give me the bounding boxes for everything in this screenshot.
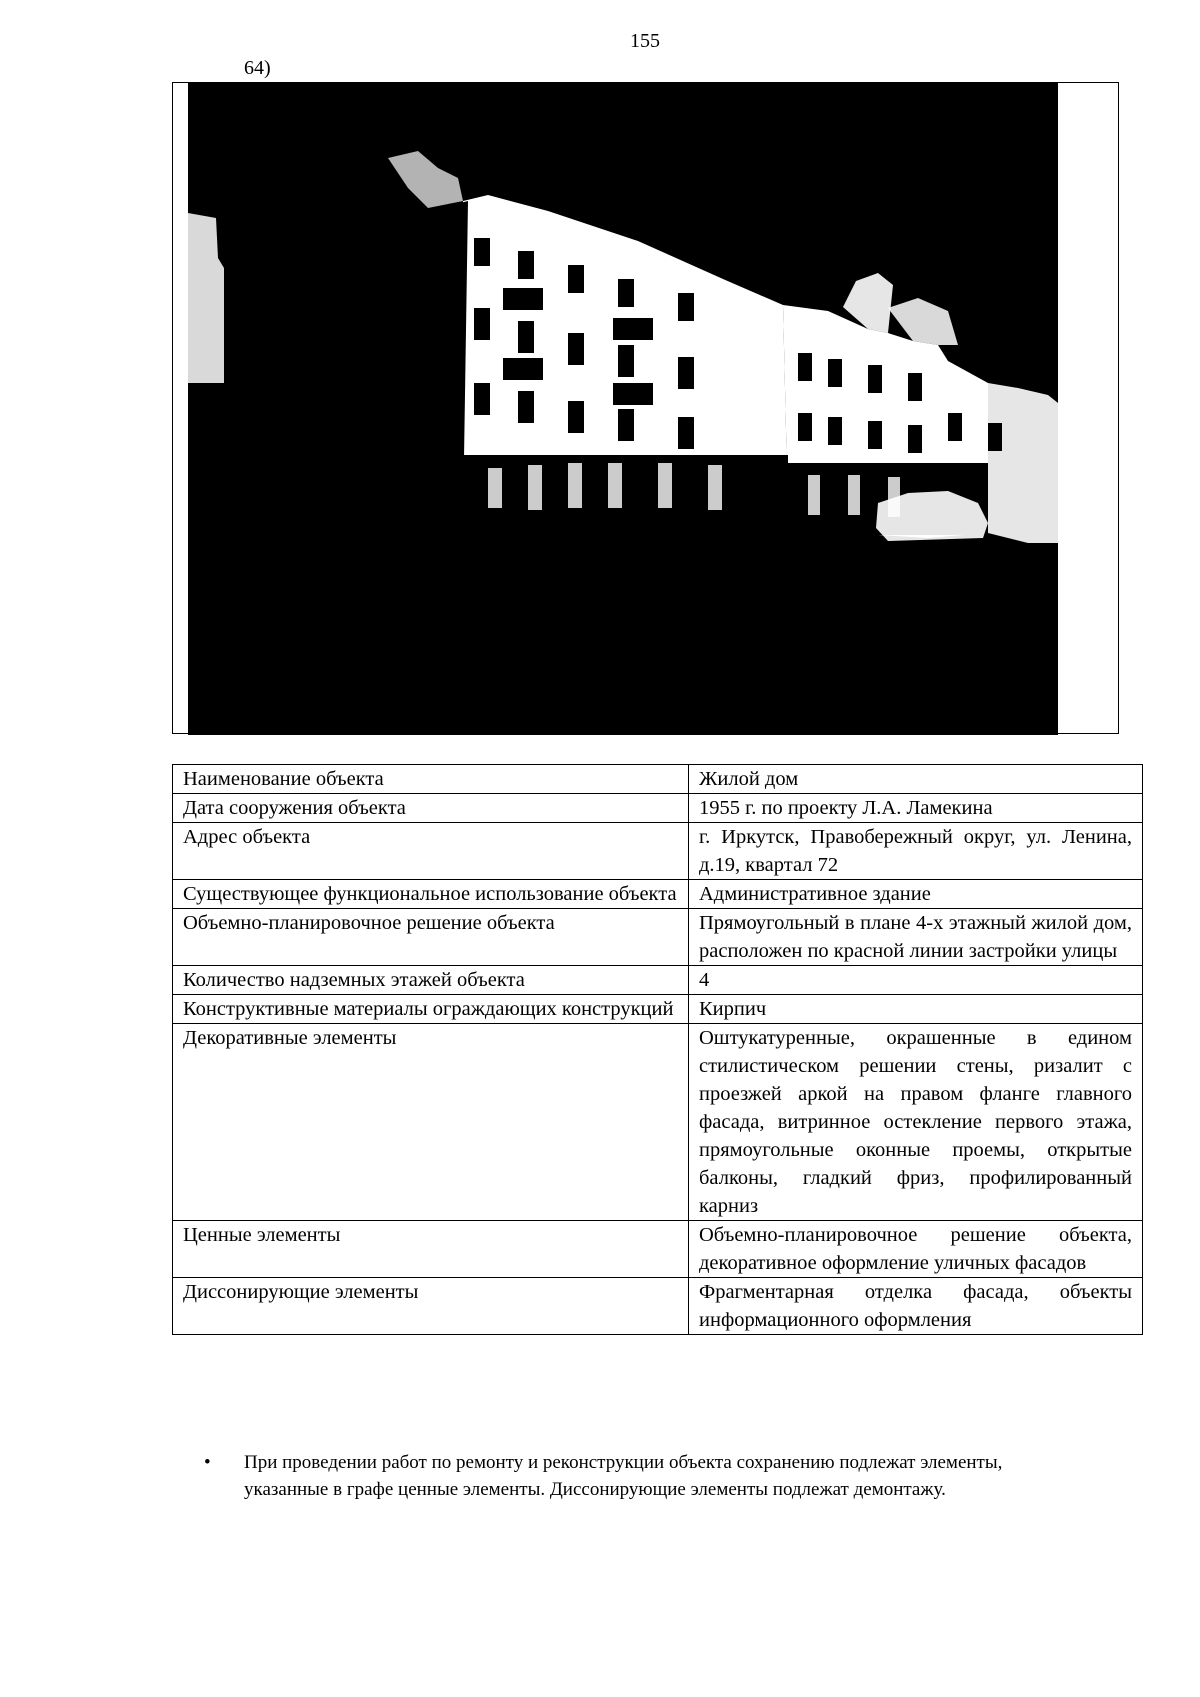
table-row	[173, 995, 1143, 1024]
table-row	[173, 1024, 1143, 1221]
photo-frame	[172, 82, 1119, 734]
row-label: Декоративные элементы	[173, 1024, 689, 1221]
table-row	[173, 1278, 1143, 1335]
table-row	[173, 794, 1143, 823]
row-label: Адрес объекта	[173, 823, 689, 880]
row-value: Фрагментарная отделка фасада, объекты информационного оформления	[689, 1278, 1143, 1335]
row-label: Существующее функциональное использование объекта	[173, 880, 689, 909]
object-number: 64)	[244, 57, 271, 79]
row-value: 1955 г. по проекту Л.А. Ламекина	[689, 794, 1143, 823]
row-value: Административное здание	[689, 880, 1143, 909]
table-row	[173, 765, 1143, 794]
row-label: Дата сооружения объекта	[173, 794, 689, 823]
row-value: Прямоугольный в плане 4-х этажный жилой дом, расположен по красной линии застройки улицы	[689, 909, 1143, 966]
note-text: При проведении работ по ремонту и реконструкции объекта сохранению подлежат элементы, указанные в графе ценные элементы. Диссонирующие элементы подлежат демонтажу.	[244, 1452, 1003, 1500]
row-label: Наименование объекта	[173, 765, 689, 794]
row-value: Оштукатуренные, окрашенные в едином стилистическом решении стены, ризалит с проезжей аркой на правом фланге главного фасада, витринное остекление первого этажа, прямоугольные оконные проемы, открытые балконы, гладкий фриз, профилированный карниз	[689, 1024, 1143, 1221]
bullet-marker: •	[204, 1452, 211, 1473]
table-row	[173, 909, 1143, 966]
table-row	[173, 1221, 1143, 1278]
building-photo	[188, 83, 1058, 735]
table-row	[173, 966, 1143, 995]
row-label: Количество надземных этажей объекта	[173, 966, 689, 995]
row-label: Ценные элементы	[173, 1221, 689, 1278]
row-value: 4	[689, 966, 1143, 995]
object-info-table	[172, 764, 1143, 1335]
row-value: Кирпич	[689, 995, 1143, 1024]
row-label: Диссонирующие элементы	[173, 1278, 689, 1335]
page-number: 155	[630, 30, 660, 52]
row-value: Объемно-планировочное решение объекта, декоративное оформление уличных фасадов	[689, 1221, 1143, 1278]
table-row	[173, 880, 1143, 909]
row-label: Конструктивные материалы ограждающих конструкций	[173, 995, 689, 1024]
row-value: г. Иркутск, Правобережный округ, ул. Ленина, д.19, квартал 72	[689, 823, 1143, 880]
row-value: Жилой дом	[689, 765, 1143, 794]
table-row	[173, 823, 1143, 880]
row-label: Объемно-планировочное решение объекта	[173, 909, 689, 966]
